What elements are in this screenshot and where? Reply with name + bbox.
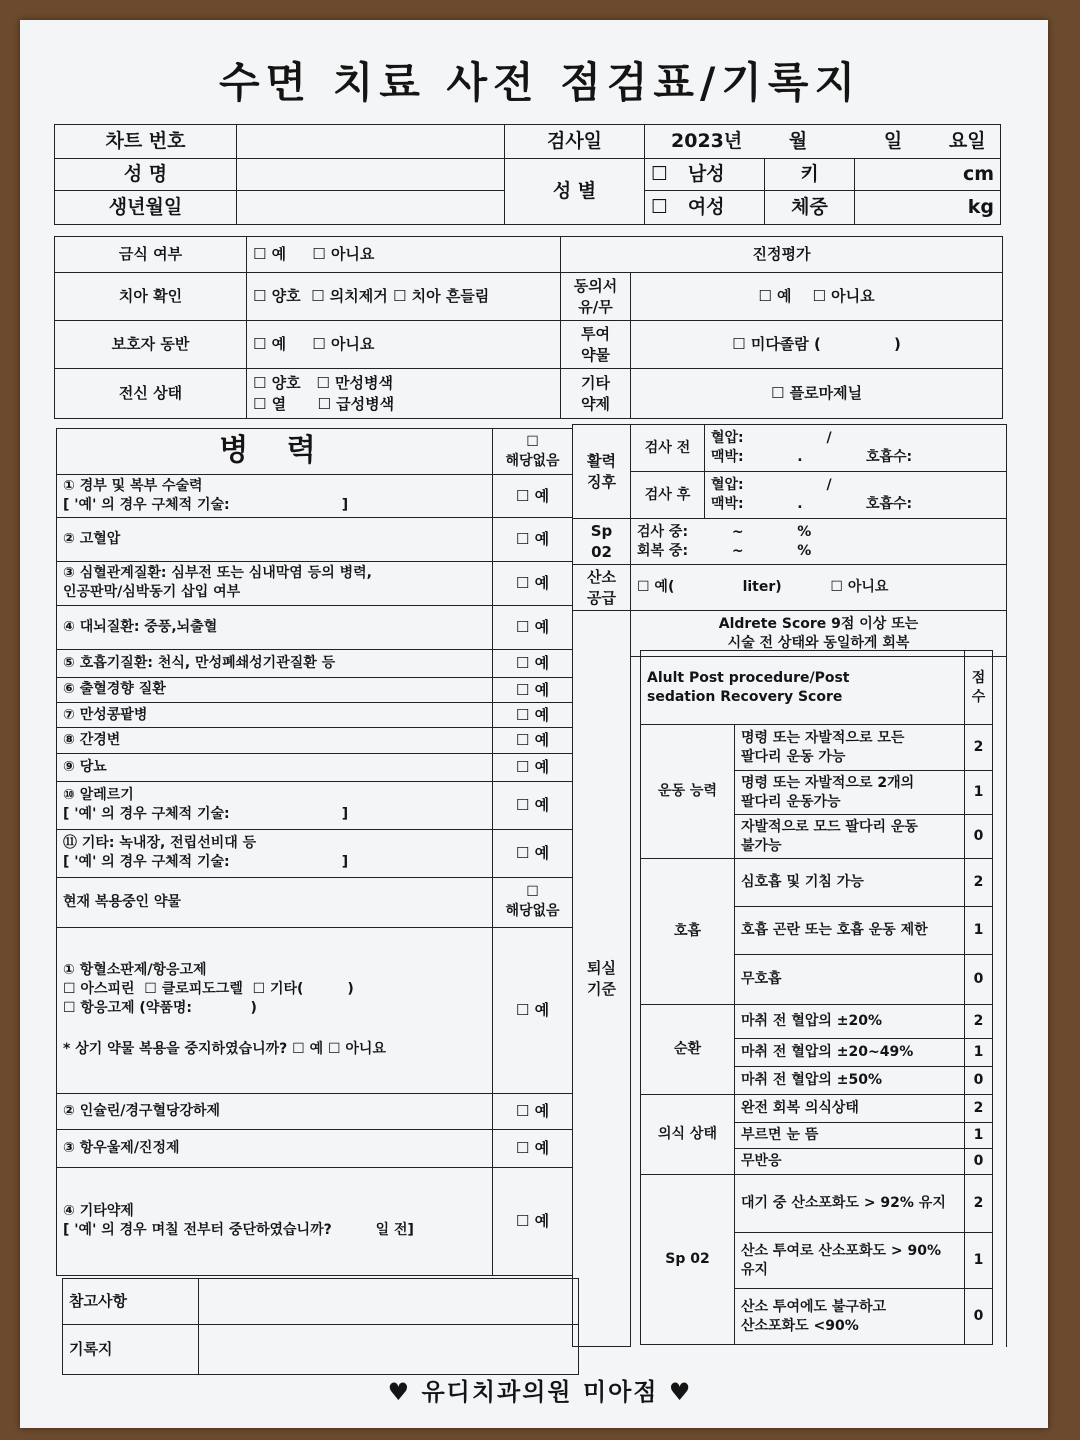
yes-checkbox[interactable]: ☐ 예: [493, 677, 573, 702]
score-points: 1: [965, 1123, 993, 1149]
systemic-options[interactable]: [247, 369, 561, 419]
history-item-hypertension: ② 고혈압: [57, 517, 493, 561]
points-header: 점 수: [965, 651, 993, 725]
notes-table: [62, 1278, 579, 1375]
yes-checkbox[interactable]: ☐ 예: [493, 703, 573, 728]
yes-checkbox[interactable]: ☐ 예: [493, 517, 573, 561]
score-criterion: 산소 투여에도 불구하고 산소포화도 <90%: [735, 1289, 965, 1345]
notes-field[interactable]: [199, 1279, 579, 1325]
record-label: 기록지: [63, 1325, 199, 1375]
spo2-fields[interactable]: [631, 519, 1007, 565]
score-points: 1: [965, 907, 993, 955]
med-other-title: ④ 기타약제: [63, 1203, 134, 1220]
med-anticoagulant-field[interactable]: ☐ 항응고제 (약품명: ): [63, 1000, 257, 1017]
guardian-options[interactable]: ☐ 예 ☐ 아니요: [247, 321, 561, 369]
systemic-line-1: ☐ 양호 ☐ 만성병색: [253, 374, 393, 393]
recovery-score-table: [640, 650, 993, 1345]
exam-date-label: 검사일: [505, 125, 645, 159]
score-group-label: 호흡: [641, 859, 735, 1005]
score-criterion: 부르면 눈 뜸: [735, 1123, 965, 1149]
exam-month: 월: [788, 129, 808, 152]
yes-checkbox[interactable]: ☐ 예: [493, 1167, 573, 1275]
female-checkbox[interactable]: ☐ 여성: [645, 191, 765, 225]
name-field[interactable]: [237, 159, 505, 191]
spo2-label: Sp 02: [573, 519, 631, 565]
yes-checkbox[interactable]: ☐ 예: [493, 753, 573, 781]
systemic-label: 전신 상태: [55, 369, 247, 419]
before-exam-fields[interactable]: [705, 425, 1007, 472]
midazolam-field[interactable]: ☐ 미다졸람 ( ): [631, 321, 1003, 369]
score-points: 2: [965, 859, 993, 907]
current-meds-header: 현재 복용중인 약물: [57, 877, 493, 927]
consent-options[interactable]: ☐ 예 ☐ 아니요: [631, 273, 1003, 321]
score-criterion: 대기 중 산소포화도 > 92% 유지: [735, 1175, 965, 1233]
discharge-label: 퇴실 기준: [573, 611, 631, 1347]
male-checkbox[interactable]: ☐ 남성: [645, 159, 765, 191]
score-points: 2: [965, 1175, 993, 1233]
exam-day: 일: [883, 129, 903, 152]
score-points: 2: [965, 1005, 993, 1039]
yes-checkbox[interactable]: ☐ 예: [493, 605, 573, 649]
history-item-surgery: ① 경부 및 복부 수술력 [ '예' 의 경우 구체적 기술: ]: [57, 475, 493, 518]
score-criterion: 호흡 곤란 또는 호흡 운동 제한: [735, 907, 965, 955]
history-item-other: ⑪ 기타: 녹내장, 전립선비대 등 [ '예' 의 경우 구체적 기술: ]: [57, 829, 493, 877]
drug-label: 투여 약물: [561, 321, 631, 369]
vitals-label: 활력 징후: [573, 425, 631, 519]
before-exam-label: 검사 전: [631, 425, 705, 472]
oxygen-options[interactable]: ☐ 예( liter) ☐ 아니요: [631, 565, 1007, 611]
history-item-allergy: ⑩ 알레르기 [ '예' 의 경우 구체적 기술: ]: [57, 781, 493, 829]
clinic-footer: ♥ 유디치과의원 미아점 ♥: [387, 1378, 693, 1406]
meds-na-checkbox[interactable]: ☐ 해당없음: [493, 877, 573, 927]
med-antidepressant: ③ 항우울제/진정제: [57, 1129, 493, 1167]
teeth-options[interactable]: ☐ 양호 ☐ 의치제거 ☐ 치아 흔들림: [247, 273, 561, 321]
score-points: 1: [965, 1233, 993, 1289]
history-na-checkbox[interactable]: ☐ 해당없음: [493, 429, 573, 475]
score-criterion: 무호흡: [735, 955, 965, 1005]
patient-info-table: [54, 124, 1001, 225]
history-table: [56, 428, 573, 1276]
history-item-respiratory: ⑤ 호흡기질환: 천식, 만성폐쇄성기관질환 등: [57, 649, 493, 677]
sex-label: 성 별: [505, 159, 645, 225]
flumazenil-checkbox[interactable]: ☐ 플로마제닐: [631, 369, 1003, 419]
oxygen-label: 산소 공급: [573, 565, 631, 611]
score-points: 1: [965, 771, 993, 815]
pulse-field: 맥박: . 호흡수:: [711, 496, 913, 512]
score-group-label: 의식 상태: [641, 1095, 735, 1175]
name-label: 성 명: [55, 159, 237, 191]
yes-checkbox[interactable]: ☐ 예: [493, 649, 573, 677]
yes-checkbox[interactable]: ☐ 예: [493, 927, 573, 1093]
med-insulin: ② 인슐린/경구혈당강하제: [57, 1093, 493, 1129]
other-drug-label: 기타 약제: [561, 369, 631, 419]
history-item-diabetes: ⑨ 당뇨: [57, 753, 493, 781]
spo2-during: 검사 중: ~ %: [637, 523, 812, 540]
history-item-cirrhosis: ⑧ 간경변: [57, 728, 493, 753]
record-field[interactable]: [199, 1325, 579, 1375]
height-field[interactable]: cm: [855, 159, 1001, 191]
score-criterion: 명령 또는 자발적으로 모든 팔다리 운동 가능: [735, 725, 965, 771]
score-points: 1: [965, 1039, 993, 1067]
score-group-label: 운동 능력: [641, 725, 735, 859]
guardian-label: 보호자 동반: [55, 321, 247, 369]
yes-checkbox[interactable]: ☐ 예: [493, 475, 573, 518]
pulse-field: 맥박: . 호흡수:: [711, 449, 913, 465]
after-exam-fields[interactable]: [705, 472, 1007, 519]
exam-year: 2023년: [671, 129, 743, 152]
history-item-bleeding: ⑥ 출혈경향 질환: [57, 677, 493, 702]
teeth-label: 치아 확인: [55, 273, 247, 321]
yes-checkbox[interactable]: ☐ 예: [493, 728, 573, 753]
score-criterion: 산소 투여로 산소포화도 > 90% 유지: [735, 1233, 965, 1289]
med-other-days-field[interactable]: [ '예' 의 경우 며칠 전부터 중단하였습니까? 일 전]: [63, 1222, 414, 1239]
precheck-table: [54, 236, 1003, 419]
birthdate-field[interactable]: [237, 191, 505, 225]
history-item-cerebral: ④ 대뇌질환: 중풍,뇌출혈: [57, 605, 493, 649]
history-header: 병 력: [57, 429, 493, 475]
med-antiplatelet-options[interactable]: ☐ 아스피린 ☐ 클로피도그렐 ☐ 기타( ): [63, 981, 354, 998]
notes-label: 참고사항: [63, 1279, 199, 1325]
med-antiplatelet-title: ① 항혈소판제/항응고제: [63, 962, 207, 979]
med-stopped-question[interactable]: * 상기 약물 복용을 중지하였습니까? ☐ 예 ☐ 아니요: [63, 1040, 386, 1057]
sedation-eval-header: 진정평가: [561, 237, 1003, 273]
fasting-label: 금식 여부: [55, 237, 247, 273]
score-points: 0: [965, 815, 993, 859]
score-criterion: 마취 전 혈압의 ±20%: [735, 1005, 965, 1039]
score-group-label: 순환: [641, 1005, 735, 1095]
history-item-kidney: ⑦ 만성콩팥병: [57, 703, 493, 728]
med-other: [57, 1167, 493, 1275]
score-criterion: 자발적으로 모드 팔다리 운동 불가능: [735, 815, 965, 859]
exam-weekday: 요일: [948, 129, 986, 152]
history-item-cardio: ③ 심혈관계질환: 심부전 또는 심내막염 등의 병력, 인공판막/심박동기 삽입 여부: [57, 561, 493, 605]
fasting-options[interactable]: ☐ 예 ☐ 아니요: [247, 237, 561, 273]
score-points: 0: [965, 1067, 993, 1095]
score-points: 0: [965, 1149, 993, 1175]
score-points: 2: [965, 725, 993, 771]
consent-label: 동의서 유/무: [561, 273, 631, 321]
height-label: 키: [765, 159, 855, 191]
systemic-line-2: ☐ 열 ☐ 급성병색: [253, 394, 395, 413]
score-group-label: Sp 02: [641, 1175, 735, 1345]
exam-date-field[interactable]: [645, 125, 1001, 159]
score-criterion: 명령 또는 자발적으로 2개의 팔다리 운동가능: [735, 771, 965, 815]
score-points: 2: [965, 1095, 993, 1123]
birthdate-label: 생년월일: [55, 191, 237, 225]
score-points: 0: [965, 1289, 993, 1345]
bp-field: 혈압: /: [711, 430, 832, 447]
med-antiplatelet: [57, 927, 493, 1093]
score-criterion: 마취 전 혈압의 ±50%: [735, 1067, 965, 1095]
score-criterion: 무반응: [735, 1149, 965, 1175]
yes-checkbox[interactable]: ☐ 예: [493, 781, 573, 829]
yes-checkbox[interactable]: ☐ 예: [493, 1129, 573, 1167]
score-criterion: 완전 회복 의식상태: [735, 1095, 965, 1123]
form-title: 수면 치료 사전 점검표/기록지: [218, 58, 862, 107]
score-criterion: 심호흡 및 기침 가능: [735, 859, 965, 907]
yes-checkbox[interactable]: ☐ 예: [493, 561, 573, 605]
weight-field[interactable]: kg: [855, 191, 1001, 225]
chart-number-label: 차트 번호: [55, 125, 237, 159]
after-exam-label: 검사 후: [631, 472, 705, 519]
spo2-recovery: 회복 중: ~ %: [637, 542, 812, 559]
yes-checkbox[interactable]: ☐ 예: [493, 829, 573, 877]
chart-number-field[interactable]: [237, 125, 505, 159]
weight-label: 체중: [765, 191, 855, 225]
yes-checkbox[interactable]: ☐ 예: [493, 1093, 573, 1129]
bp-field: 혈압: /: [711, 477, 832, 494]
score-criterion: 마취 전 혈압의 ±20~49%: [735, 1039, 965, 1067]
score-table-header: Alult Post procedure/Post sedation Recovery Score: [641, 651, 965, 725]
aldrete-criteria: Aldrete Score 9점 이상 또는 시술 전 상태와 동일하게 회복: [631, 611, 1007, 657]
score-points: 0: [965, 955, 993, 1005]
